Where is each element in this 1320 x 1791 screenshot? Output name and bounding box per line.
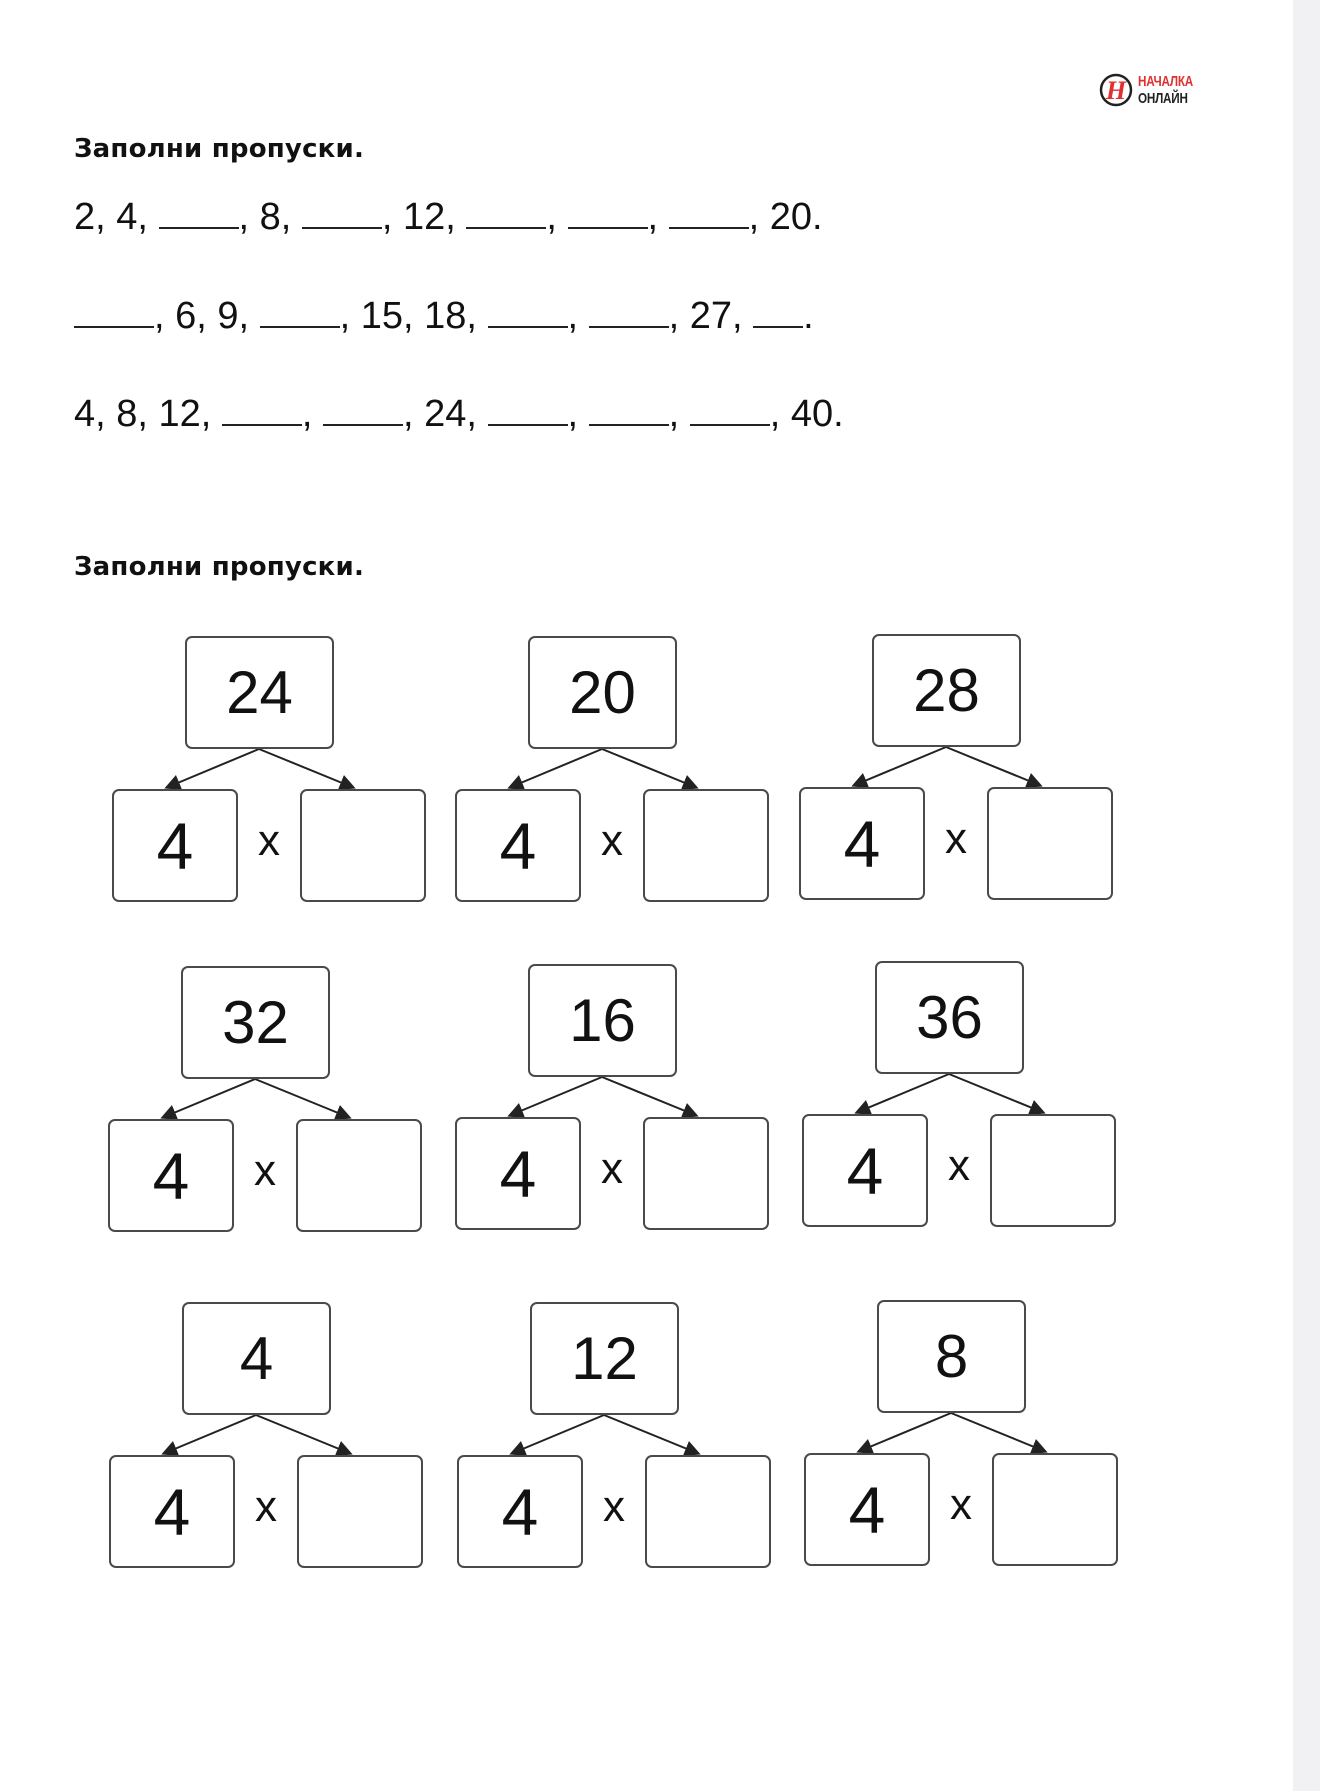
answer-blank[interactable]	[159, 197, 239, 229]
tree-2	[443, 636, 788, 908]
multiply-sign: x	[945, 814, 967, 863]
answer-blank[interactable]	[466, 197, 546, 229]
answer-blank[interactable]	[302, 197, 382, 229]
sequence-text: ,	[301, 393, 324, 435]
sequence-text: 2, 4,	[74, 196, 159, 238]
sequence-text: , 20.	[748, 196, 823, 238]
sequence-text: , 15, 18,	[339, 295, 488, 337]
product-box: 32	[181, 966, 330, 1079]
answer-box[interactable]	[643, 789, 769, 902]
product-box: 12	[530, 1302, 679, 1415]
tree-8	[445, 1302, 790, 1574]
sequence-text: ,	[567, 295, 589, 337]
logo-mark: Н	[1105, 76, 1127, 105]
tree-5	[443, 964, 788, 1236]
product-box: 20	[528, 636, 677, 749]
factor-box: 4	[804, 1453, 930, 1566]
multiply-sign: x	[258, 816, 280, 865]
answer-blank[interactable]	[669, 197, 749, 229]
sequence-row-1	[74, 196, 823, 239]
product-box: 16	[528, 964, 677, 1077]
logo-line2: ОНЛАЙН	[1138, 90, 1188, 107]
factor-box: 4	[455, 1117, 581, 1230]
sequence-text: 4, 8, 12,	[74, 393, 222, 435]
product-box: 36	[875, 961, 1024, 1074]
answer-blank[interactable]	[568, 197, 648, 229]
answer-box[interactable]	[987, 787, 1113, 900]
sequence-row-2	[74, 295, 814, 338]
section2-heading: Заполни пропуски.	[74, 552, 365, 582]
factor-box: 4	[802, 1114, 928, 1227]
factor-box: 4	[109, 1455, 235, 1568]
sequence-text: , 40.	[769, 393, 844, 435]
logo-icon	[1098, 72, 1134, 108]
sequence-text: , 24,	[403, 393, 488, 435]
answer-box[interactable]	[645, 1455, 771, 1568]
product-box: 28	[872, 634, 1021, 747]
sequence-text: ,	[668, 393, 690, 435]
answer-blank[interactable]	[74, 296, 154, 328]
answer-blank[interactable]	[690, 394, 770, 426]
sequence-row-3	[74, 393, 844, 436]
multiply-sign: x	[603, 1482, 625, 1531]
answer-blank[interactable]	[753, 296, 803, 328]
multiply-sign: x	[948, 1141, 970, 1190]
section1-heading: Заполни пропуски.	[74, 134, 365, 164]
sequence-text: , 27,	[668, 295, 754, 337]
answer-blank[interactable]	[488, 296, 568, 328]
sequence-text: .	[803, 295, 814, 337]
sequence-text: ,	[647, 196, 669, 238]
sequence-text: , 6, 9,	[154, 295, 260, 337]
multiply-sign: x	[255, 1482, 277, 1531]
product-box: 4	[182, 1302, 331, 1415]
multiply-sign: x	[254, 1146, 276, 1195]
answer-box[interactable]	[297, 1455, 423, 1568]
product-box: 24	[185, 636, 334, 749]
tree-9	[792, 1300, 1137, 1572]
factor-box: 4	[112, 789, 238, 902]
factor-box: 4	[108, 1119, 234, 1232]
answer-box[interactable]	[300, 789, 426, 902]
logo-line1: НАЧАЛКА	[1138, 73, 1193, 90]
brand-logo	[1098, 70, 1209, 110]
sequence-text: ,	[546, 196, 568, 238]
answer-box[interactable]	[990, 1114, 1116, 1227]
answer-box[interactable]	[992, 1453, 1118, 1566]
answer-blank[interactable]	[589, 296, 669, 328]
sequence-text: ,	[567, 393, 589, 435]
multiply-sign: x	[601, 816, 623, 865]
sequence-text: , 12,	[381, 196, 467, 238]
factor-box: 4	[457, 1455, 583, 1568]
answer-blank[interactable]	[222, 394, 302, 426]
factor-box: 4	[455, 789, 581, 902]
tree-6	[790, 961, 1135, 1233]
tree-1	[100, 636, 445, 908]
tree-3	[787, 634, 1132, 906]
factor-box: 4	[799, 787, 925, 900]
multiply-sign: x	[950, 1480, 972, 1529]
tree-4	[96, 966, 441, 1238]
answer-blank[interactable]	[589, 394, 669, 426]
sequence-text: , 8,	[238, 196, 302, 238]
answer-box[interactable]	[643, 1117, 769, 1230]
answer-box[interactable]	[296, 1119, 422, 1232]
page-edge-strip	[1293, 0, 1320, 1791]
answer-blank[interactable]	[260, 296, 340, 328]
answer-blank[interactable]	[488, 394, 568, 426]
answer-blank[interactable]	[323, 394, 403, 426]
multiply-sign: x	[601, 1144, 623, 1193]
tree-7	[97, 1302, 442, 1574]
product-box: 8	[877, 1300, 1026, 1413]
